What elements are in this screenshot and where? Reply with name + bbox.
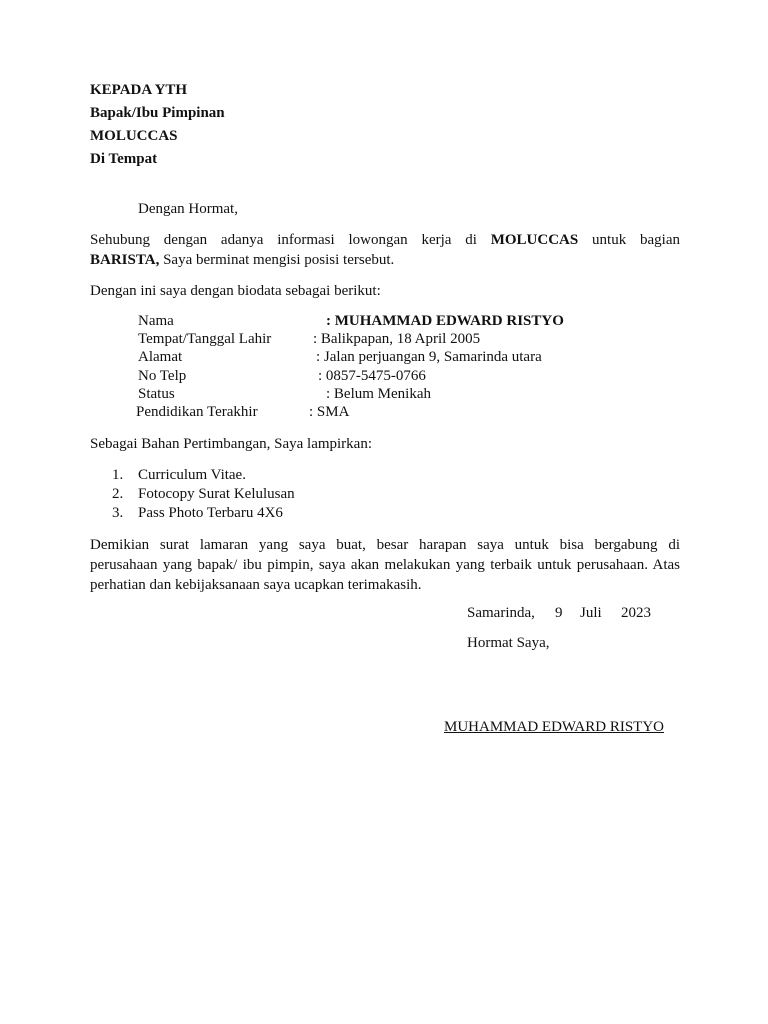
biodata-label: Pendidikan Terakhir xyxy=(136,404,258,420)
greeting: Dengan Hormat, xyxy=(138,201,238,217)
signature-day: 9 xyxy=(555,605,563,621)
intro-company: MOLUCCAS xyxy=(490,232,579,248)
intro-text-2: untuk bagian xyxy=(592,232,681,248)
biodata-label: No Telp xyxy=(138,368,187,384)
biodata-label: Nama xyxy=(138,313,174,329)
recipient-line-3: MOLUCCAS xyxy=(90,128,178,144)
signature-regards: Hormat Saya, xyxy=(467,635,550,651)
closing-paragraph xyxy=(90,535,680,595)
biodata-label: Tempat/Tanggal Lahir xyxy=(138,331,272,347)
intro-paragraph xyxy=(90,230,680,270)
biodata-value: : MUHAMMAD EDWARD RISTYO xyxy=(326,313,564,329)
recipient-line-1: KEPADA YTH xyxy=(90,82,188,98)
signer-name: MUHAMMAD EDWARD RISTYO xyxy=(444,719,665,735)
recipient-line-4: Di Tempat xyxy=(90,151,158,167)
list-item-number: 1. xyxy=(112,467,124,483)
biodata-value: : Balikpapan, 18 April 2005 xyxy=(313,331,481,347)
biodata-value: : Belum Menikah xyxy=(326,386,431,402)
intro-text-1: Sehubung dengan adanya informasi lowongan kerja di xyxy=(90,232,477,248)
list-item-number: 3. xyxy=(112,505,124,521)
signature-month: Juli xyxy=(580,605,602,621)
list-item: Fotocopy Surat Kelulusan xyxy=(138,486,295,502)
list-item: Curriculum Vitae. xyxy=(138,467,246,483)
attachments-intro: Sebagai Bahan Pertimbangan, Saya lampirkan: xyxy=(90,436,373,452)
intro-position: BARISTA, xyxy=(90,252,160,268)
signature-year: 2023 xyxy=(621,605,651,621)
recipient-line-2: Bapak/Ibu Pimpinan xyxy=(90,105,225,121)
closing-line-1: Demikian surat lamaran yang saya buat, besar harapan saya untuk bisa bergabung di xyxy=(90,537,680,553)
biodata-label: Alamat xyxy=(138,349,183,365)
signature-city: Samarinda, xyxy=(467,605,535,621)
list-item: Pass Photo Terbaru 4X6 xyxy=(138,505,283,521)
intro-text-3: Saya berminat mengisi posisi tersebut. xyxy=(163,252,395,268)
biodata-value: : Jalan perjuangan 9, Samarinda utara xyxy=(316,349,542,365)
biodata-value: : 0857-5475-0766 xyxy=(318,368,426,384)
biodata-label: Status xyxy=(138,386,175,402)
closing-line-2: perusahaan yang bapak/ ibu pimpin, saya akan melakukan yang terbaik untuk perusahaan. Atas xyxy=(90,557,680,573)
biodata-value: : SMA xyxy=(309,404,350,420)
biodata-intro: Dengan ini saya dengan biodata sebagai berikut: xyxy=(90,283,381,299)
list-item-number: 2. xyxy=(112,486,124,502)
closing-line-3: perhatian dan kebijaksanaan saya ucapkan terimakasih. xyxy=(90,577,422,593)
